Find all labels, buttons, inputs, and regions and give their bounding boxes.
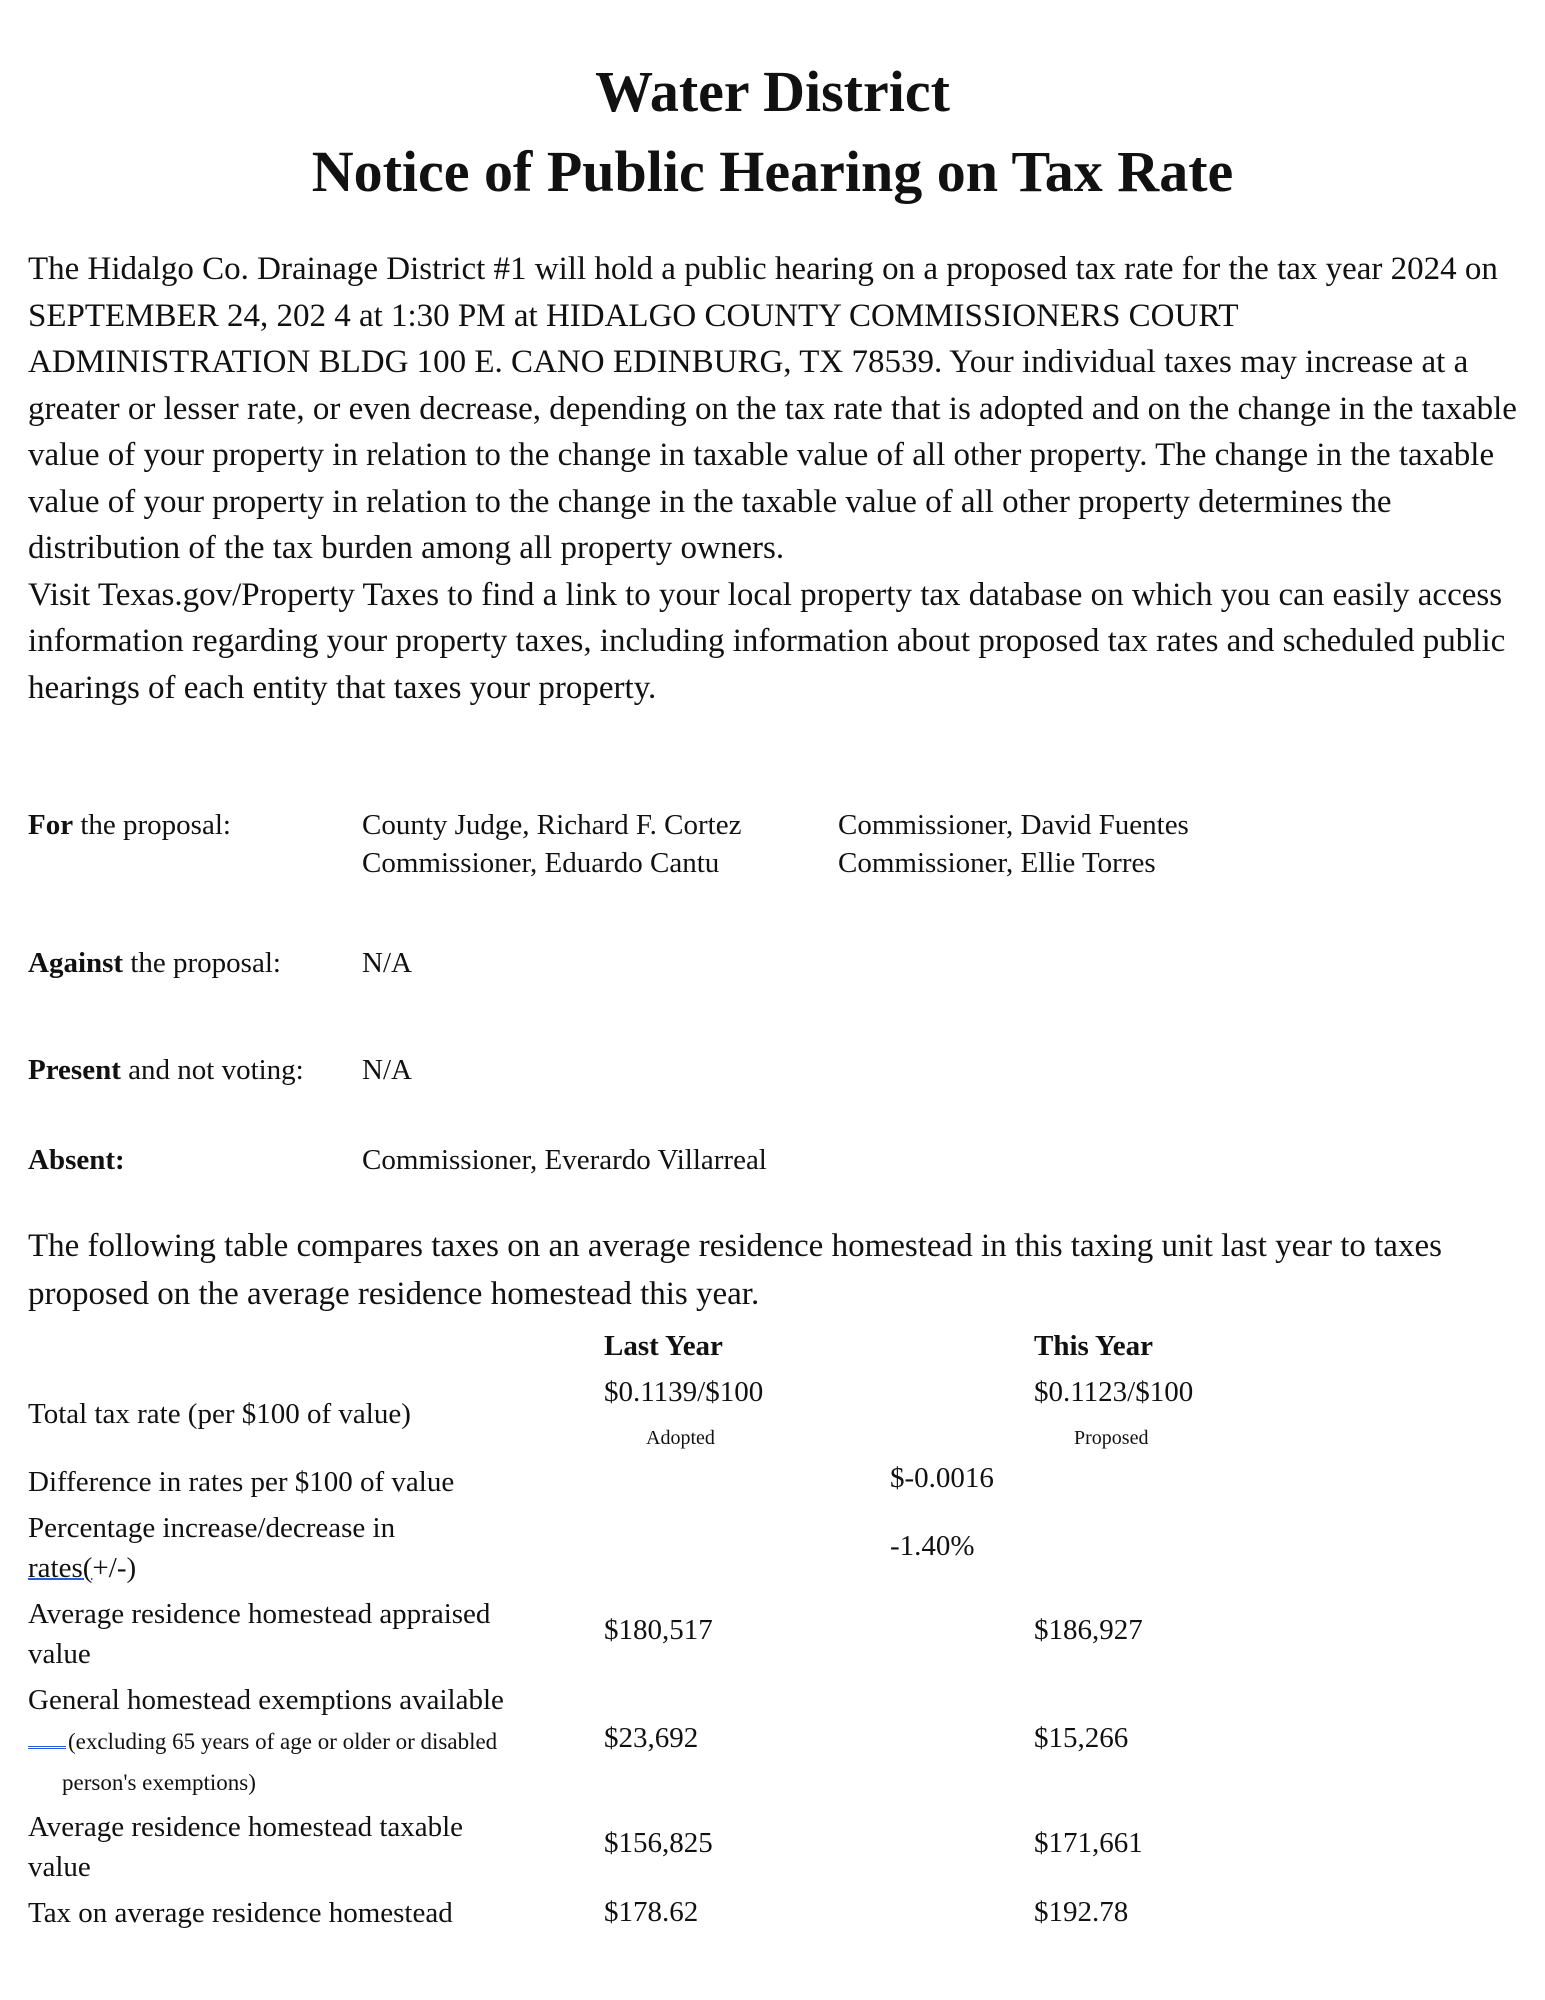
absent-label: Absent:: [28, 1144, 125, 1176]
for-member-3: Commissioner, Eduardo Cantu: [362, 847, 720, 879]
header-last-year: Last Year: [604, 1330, 723, 1362]
row-tax-label: Tax on average residence homestead: [28, 1897, 453, 1929]
intro-paragraph-2: Visit Texas.gov/Property Taxes to find a link to your local property tax database on which you can easily access information regarding your property taxes, including information about proposed tax rates and scheduled public hearings of each entity that taxes your property.: [28, 576, 1506, 706]
exemptions-last: $23,692: [604, 1722, 699, 1754]
header-this-year: This Year: [1034, 1330, 1153, 1362]
difference-value: $-0.0016: [890, 1462, 994, 1494]
for-member-4: Commissioner, Ellie Torres: [838, 847, 1156, 879]
for-label: For the proposal:: [28, 809, 231, 841]
absent-value: Commissioner, Everardo Villarreal: [362, 1144, 767, 1176]
tax-this: $192.78: [1034, 1896, 1129, 1928]
taxable-last: $156,825: [604, 1827, 713, 1859]
row-difference-label: Difference in rates per $100 of value: [28, 1466, 455, 1498]
percentage-value: -1.40%: [890, 1530, 975, 1562]
row-percentage-label: Percentage increase/decrease in rates(+/-): [28, 1512, 396, 1584]
total-rate-last-note: Adopted: [646, 1427, 715, 1449]
intro-text: [28, 246, 1523, 711]
row-taxable-label: Average residence homestead taxable value: [28, 1811, 464, 1883]
present-value: N/A: [362, 1054, 412, 1086]
comparison-text: The following table compares taxes on an average residence homestead in this taxing unit last year to taxes proposed on the average residence homestead this year.: [28, 1228, 1442, 1312]
row-appraised-label: Average residence homestead appraised value: [28, 1598, 491, 1670]
total-rate-last: $0.1139/$100: [604, 1376, 764, 1408]
appraised-last: $180,517: [604, 1614, 713, 1646]
exemptions-this: $15,266: [1034, 1722, 1129, 1754]
for-member-2: Commissioner, David Fuentes: [838, 809, 1189, 841]
intro-paragraph-1: The Hidalgo Co. Drainage District #1 will hold a public hearing on a proposed tax rate for the tax year 2024 on SEPTEMBER 24, 202 4 at 1:30 PM at HIDALGO COUNTY COMMISSIONERS COURT ADMINISTRATION BLDG 100 E. CANO EDINBURG, TX 78539. Your individual taxes may increase at a greater or lesser rate, or even decrease, depending on the tax rate that is adopted and on the change in the taxable value of your property in relation to the change in taxable value of all other property. The change in the taxable value of your property in relation to the change in the taxable value of all other property determines the distribution of the tax burden among all property owners.: [28, 251, 1517, 566]
tax-last: $178.62: [604, 1896, 699, 1928]
row-total-rate-label: Total tax rate (per $100 of value): [28, 1398, 411, 1430]
rates-link[interactable]: rates(: [28, 1552, 93, 1584]
taxable-this: $171,661: [1034, 1827, 1143, 1859]
page-subtitle: Notice of Public Hearing on Tax Rate: [311, 139, 1234, 204]
page-title: Water District: [595, 59, 950, 124]
against-value: N/A: [362, 947, 412, 979]
against-label: Against the proposal:: [28, 947, 281, 979]
for-member-1: County Judge, Richard F. Cortez: [362, 809, 742, 841]
appraised-this: $186,927: [1034, 1614, 1143, 1646]
row-exemptions-label: General homestead exemptions available (excluding 65 years of age or older or disabled person's exemptions): [28, 1684, 504, 1795]
link-marker[interactable]: [28, 1746, 66, 1749]
total-rate-this-note: Proposed: [1074, 1427, 1149, 1449]
present-label: Present and not voting:: [28, 1054, 304, 1086]
total-rate-this: $0.1123/$100: [1034, 1376, 1194, 1408]
